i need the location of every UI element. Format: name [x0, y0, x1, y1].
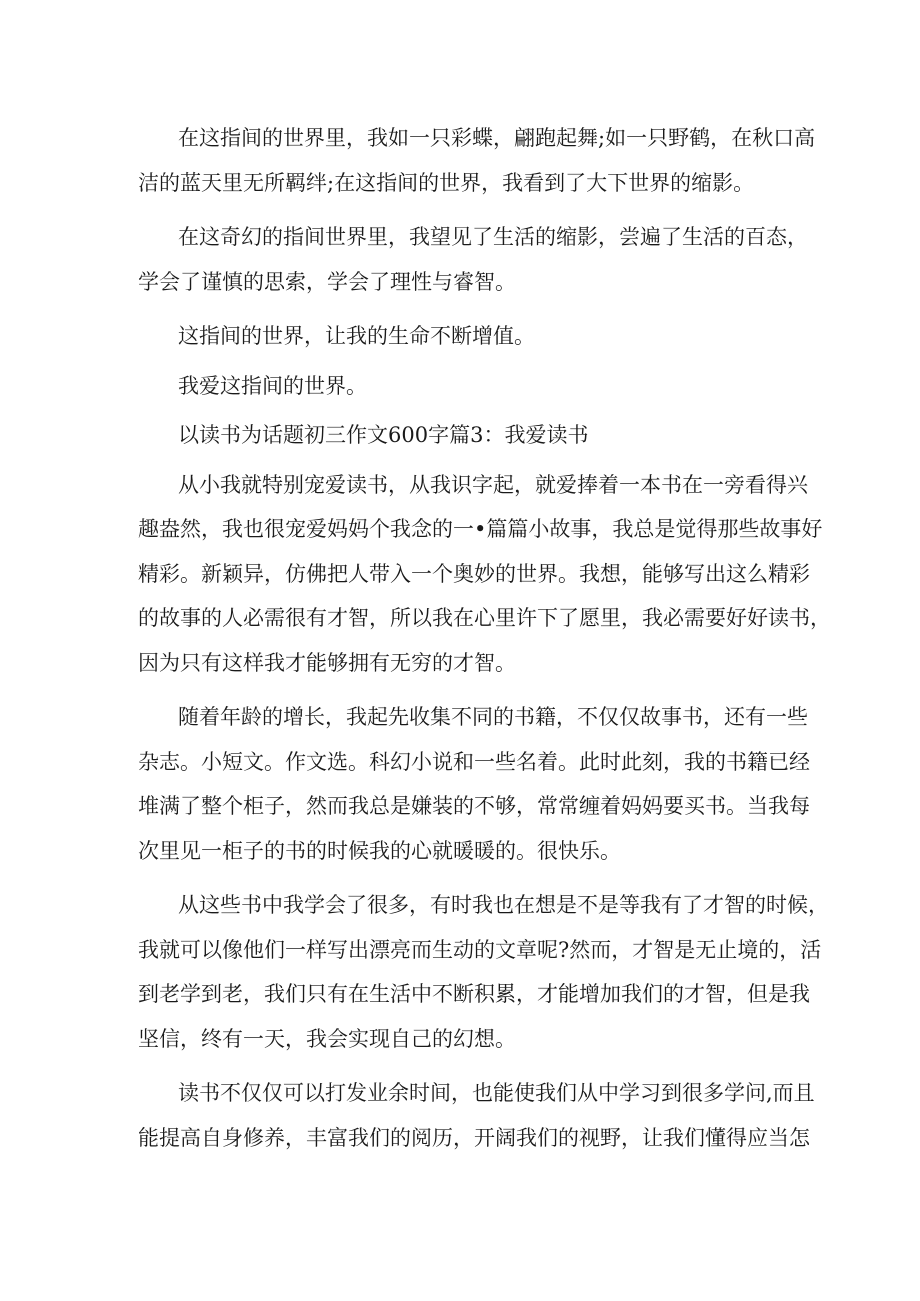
- section-heading: [138, 413, 788, 458]
- paragraph-8: [138, 883, 829, 1061]
- paragraph-1: [138, 116, 816, 205]
- paragraph-9: [138, 1071, 815, 1160]
- text-line: 能提高自身修养，丰富我们的阅历，开阔我们的视野，让我们懂得应当怎: [138, 1125, 810, 1150]
- text-line: 从这些书中我学会了很多，有时我也在想是不是等我有了才智的时候，: [178, 893, 829, 917]
- text-line: 精彩。新颖异，仿佛把人带入一个奥妙的世界。我想，能够写出这么精彩: [138, 561, 810, 586]
- text-line: 随着年龄的增长，我起先收集不同的书籍，不仅仅故事书，还有一些: [178, 705, 808, 729]
- text-line: 学会了谨慎的思索，学会了理性与睿智。: [138, 269, 516, 294]
- text-line: 我爱这指间的世界。: [178, 373, 367, 398]
- text-line: 洁的蓝天里无所羁绊;在这指间的世界，我看到了大下世界的缩影。: [138, 170, 755, 195]
- paragraph-3: [138, 314, 788, 359]
- text-line: 坚信，终有一天，我会实现自己的幻想。: [138, 1026, 516, 1051]
- text-line: 趣盎然，我也很宠爱妈妈个我念的一•篇篇小故事，我总是觉得那些故事好: [138, 517, 823, 541]
- text-line: 次里见一柜子的书的时候我的心就暖暖的。很快乐。: [138, 838, 621, 863]
- paragraph-6: [138, 463, 831, 686]
- text-line: 从小我就特别宠爱读书，从我识字起，就爱捧着一本书在一旁看得兴: [178, 472, 808, 497]
- paragraph-2: [138, 215, 808, 304]
- document-body: [138, 116, 831, 1170]
- text-line: 读书不仅仅可以打发业余时间，也能使我们从中学习到很多学问,而且: [178, 1081, 815, 1105]
- paragraph-4: [138, 364, 788, 409]
- text-line: 杂志。小短文。作文选。科幻小说和一些名着。此时此刻，我的书籍已经: [138, 749, 810, 774]
- text-line: 在这指间的世界里，我如一只彩蝶，翩跑起舞;如一只野鹤，在秋口高: [178, 126, 816, 150]
- text-line: 的故事的人必需很有才智，所以我在心里许下了愿里，我必需要好好读书，: [138, 606, 831, 630]
- text-line: 在这奇幻的指间世界里，我望见了生活的缩影，尝遍了生活的百态，: [178, 225, 808, 249]
- heading-text: 以读书为话题初三作文600字篇3：我爱读书: [178, 423, 589, 447]
- paragraph-7: [138, 695, 810, 873]
- text-line: 到老学到老，我们只有在生活中不断积累，才能增加我们的才智，但是我: [138, 982, 810, 1006]
- text-line: 因为只有这样我才能够拥有无穷的才智。: [138, 650, 516, 675]
- text-line: 这指间的世界，让我的生命不断增值。: [178, 324, 535, 348]
- text-line: 我就可以像他们一样写出漂亮而生动的文章呢?然而，才智是无止境的，活: [138, 937, 822, 962]
- text-line: 堆满了整个柜子，然而我总是嫌装的不够，常常缠着妈妈要买书。当我每: [138, 794, 810, 818]
